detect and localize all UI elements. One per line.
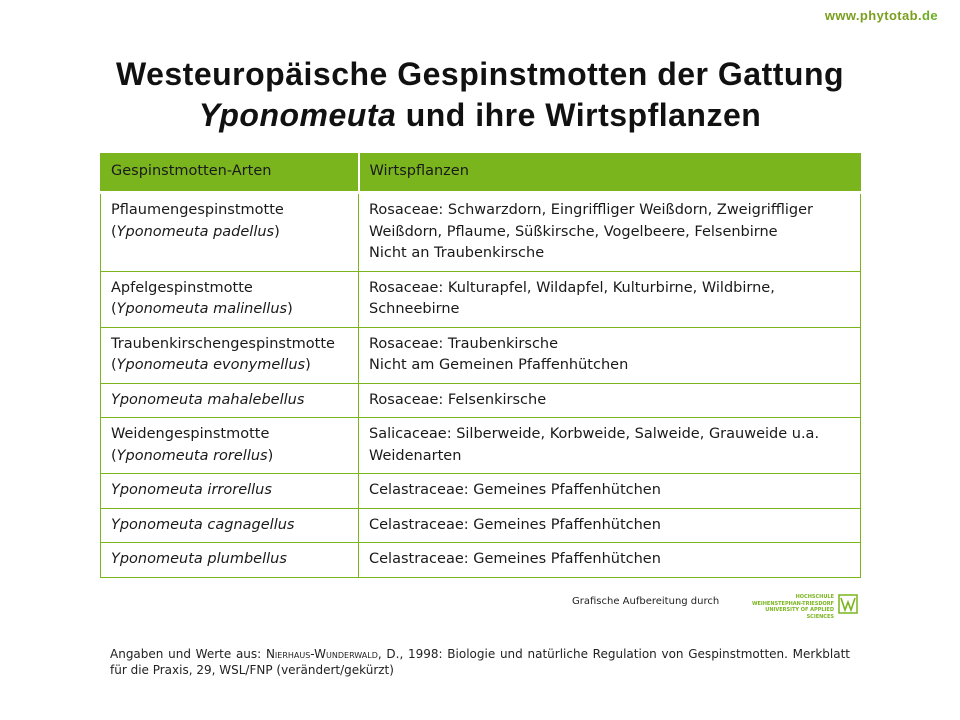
host-plants-line: Nicht am Gemeinen Pfaffenhütchen xyxy=(369,357,629,373)
source-author: Nierhaus-Wunderwald xyxy=(265,647,378,661)
host-plants-cell xyxy=(359,543,861,578)
species-scientific-name-text: Yponomeuta malinellus xyxy=(116,301,288,317)
species-common-name: Pflaumengespinstmotte xyxy=(111,202,284,218)
table-row xyxy=(101,508,861,543)
host-plants-line: Rosaceae: Schwarzdorn, Eingriffliger Weißdorn, Zweigriffliger Weißdorn, Pflaume, Süßkirsche, Vogelbeere, Felsenbirne xyxy=(369,202,813,240)
logo-line-2: WEIHENSTEPHAN-TRIESDORF xyxy=(751,600,834,607)
site-url-prefix: www.phytotab. xyxy=(824,8,923,23)
species-scientific-name: Yponomeuta irrorellus xyxy=(111,482,272,498)
host-plants-cell xyxy=(359,193,861,272)
host-plants-line: Rosaceae: Felsenkirsche xyxy=(369,391,547,408)
species-cell xyxy=(101,271,359,327)
source-details: , D., 1998: Biologie und natürliche Regulation von Gespinstmotten. Merkblatt für die Praxis, 29, WSL/FNP (verändert/gekürzt) xyxy=(110,647,851,677)
header-hosts: Wirtspflanzen xyxy=(359,153,861,193)
host-plant-table xyxy=(100,153,861,578)
site-url-tld: de xyxy=(922,8,938,23)
host-plants-cell xyxy=(359,508,861,543)
host-plants-cell xyxy=(359,418,861,474)
logo-text xyxy=(742,594,834,620)
table-row xyxy=(101,327,861,383)
host-plants-line: Celastraceae: Gemeines Pfaffenhütchen xyxy=(369,482,661,498)
host-plants-cell xyxy=(359,383,861,418)
species-scientific-name: Yponomeuta plumbellus xyxy=(111,551,287,567)
host-plants-line: Rosaceae: Traubenkirsche xyxy=(369,335,559,352)
host-plants-cell xyxy=(359,474,861,509)
species-scientific-name: (Yponomeuta malinellus) xyxy=(111,301,293,317)
table-row xyxy=(101,418,861,474)
species-scientific-name: Yponomeuta mahalebellus xyxy=(111,391,305,408)
hochschule-logo xyxy=(742,594,858,620)
host-plants-line: Rosaceae: Kulturapfel, Wildapfel, Kulturbirne, Wildbirne, Schneebirne xyxy=(369,279,775,317)
title-line-1: Westeuropäische Gespinstmotten der Gattung xyxy=(115,56,845,92)
species-cell xyxy=(101,474,359,509)
table-row xyxy=(101,474,861,509)
title-line-2-rest: und ihre Wirtspflanzen xyxy=(396,97,762,133)
logo-line-1: HOCHSCHULE xyxy=(795,594,834,600)
species-cell xyxy=(101,193,359,272)
logo-line-3: UNIVERSITY OF APPLIED SCIENCES xyxy=(765,607,834,620)
species-scientific-name: Yponomeuta cagnagellus xyxy=(111,516,295,533)
species-scientific-name: (Yponomeuta padellus) xyxy=(111,223,280,240)
species-scientific-name-text: Yponomeuta padellus xyxy=(116,223,275,240)
species-common-name: Traubenkirschengespinstmotte xyxy=(111,335,335,352)
species-cell xyxy=(101,543,359,578)
species-cell xyxy=(101,508,359,543)
species-cell xyxy=(101,383,359,418)
host-plants-line: Nicht an Traubenkirsche xyxy=(369,245,545,261)
table-row xyxy=(101,383,861,418)
credit-text: Grafische Aufbereitung durch xyxy=(572,596,720,607)
species-cell xyxy=(101,327,359,383)
host-plants-line: Celastraceae: Gemeines Pfaffenhütchen xyxy=(369,551,661,567)
header-species: Gespinstmotten-Arten xyxy=(101,153,359,193)
host-plants-line: Celastraceae: Gemeines Pfaffenhütchen xyxy=(369,516,661,533)
species-scientific-name: (Yponomeuta rorellus) xyxy=(111,447,274,464)
title-line-2 xyxy=(0,95,960,136)
species-cell xyxy=(101,418,359,474)
source-prefix: Angaben und Werte aus: xyxy=(110,647,266,661)
hochschule-mark-icon xyxy=(838,594,858,614)
species-scientific-name-text: Yponomeuta rorellus xyxy=(116,447,268,464)
table-row xyxy=(101,271,861,327)
species-common-name: Apfelgespinstmotte xyxy=(111,279,253,296)
table-row xyxy=(101,193,861,272)
species-scientific-name: (Yponomeuta evonymellus) xyxy=(111,357,311,373)
source-citation xyxy=(110,646,850,678)
table-row xyxy=(101,543,861,578)
host-plants-line: Salicaceae: Silberweide, Korbweide, Salweide, Grauweide u.a. Weidenarten xyxy=(369,426,820,464)
title-genus: Yponomeuta xyxy=(198,97,397,133)
host-plants-cell xyxy=(359,327,861,383)
table-header-row xyxy=(101,153,861,193)
species-scientific-name-text: Yponomeuta evonymellus xyxy=(116,357,306,373)
species-common-name: Weidengespinstmotte xyxy=(111,426,270,442)
site-url[interactable] xyxy=(825,8,938,23)
page-title xyxy=(0,54,960,136)
host-plants-cell xyxy=(359,271,861,327)
